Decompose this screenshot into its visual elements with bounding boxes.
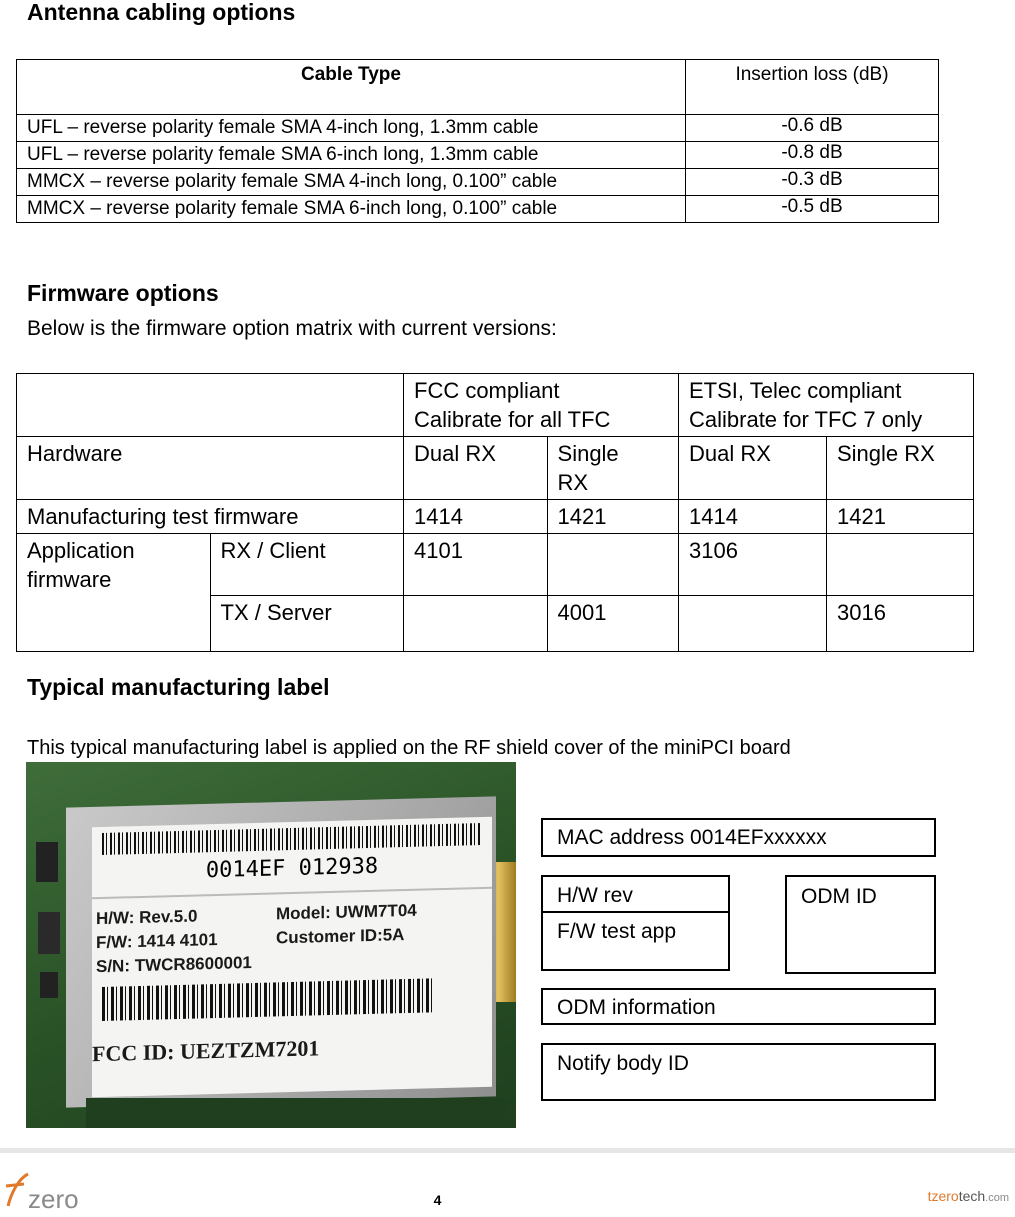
board-edge xyxy=(86,1098,506,1128)
fcc-header xyxy=(404,374,679,437)
table-row xyxy=(17,115,939,142)
mfg-value: 1414 xyxy=(679,500,827,534)
antenna-table xyxy=(16,59,939,223)
etsi-single-rx: Single RX xyxy=(827,437,974,500)
photo-model: Model: UWM7T04 xyxy=(276,900,417,924)
cable-cell: MMCX – reverse polarity female SMA 4-inch long, 0.100” cable xyxy=(17,169,686,196)
tx-server-label: TX / Server xyxy=(210,596,404,652)
rx-value: 3106 xyxy=(679,534,827,596)
etsi-header xyxy=(679,374,974,437)
barcode-text: 0014EF 012938 xyxy=(205,853,379,884)
blank-header-cell xyxy=(17,374,404,437)
loss-cell: -0.5 dB xyxy=(686,196,939,223)
photo-customer: Customer ID:5A xyxy=(276,925,405,948)
antenna-heading: Antenna cabling options xyxy=(27,0,296,25)
app-label-text: Application firmware xyxy=(27,538,135,592)
rx-value xyxy=(827,534,974,596)
cable-cell: UFL – reverse polarity female SMA 6-inch long, 1.3mm cable xyxy=(17,142,686,169)
website-link xyxy=(928,1188,1009,1204)
page-number: 4 xyxy=(433,1192,442,1208)
component xyxy=(38,912,60,954)
hardware-label: Hardware xyxy=(17,437,404,500)
odm-id-box: ODM ID xyxy=(785,875,936,974)
manufacturing-sticker xyxy=(92,817,492,1097)
table-row xyxy=(17,142,939,169)
photo-fcc: FCC ID: UEZTZM7201 xyxy=(92,1035,320,1067)
photo-fw: F/W: 1414 4101 xyxy=(96,929,218,953)
loss-cell: -0.8 dB xyxy=(686,142,939,169)
fcc-dual-rx: Dual RX xyxy=(404,437,548,500)
barcode-top xyxy=(102,823,482,855)
label-heading: Typical manufacturing label xyxy=(27,674,330,700)
footer-rule xyxy=(0,1148,1015,1153)
table-row xyxy=(17,196,939,223)
label-intro: This typical manufacturing label is applied on the RF shield cover of the miniPCI board xyxy=(27,737,791,759)
fw-test-field: F/W test app xyxy=(557,920,677,943)
firmware-table xyxy=(16,373,974,652)
firmware-intro: Below is the firmware option matrix with current versions: xyxy=(27,317,557,340)
barcode-bottom xyxy=(102,978,432,1021)
site-part-b: tech xyxy=(958,1188,986,1204)
photo-sn: S/N: TWCR8600001 xyxy=(96,953,252,977)
component xyxy=(40,972,58,998)
rx-value: 4101 xyxy=(404,534,548,596)
label-photo xyxy=(26,762,516,1128)
hw-rev-field: H/W rev xyxy=(543,877,728,913)
mfg-label: Manufacturing test firmware xyxy=(17,500,404,534)
mac-address-box: MAC address 0014EFxxxxxx xyxy=(541,818,936,857)
cable-cell: MMCX – reverse polarity female SMA 6-inch long, 0.100” cable xyxy=(17,196,686,223)
odm-info-box: ODM information xyxy=(541,988,936,1025)
site-part-c: .com xyxy=(985,1192,1009,1204)
fcc-single-rx-text: Single RX xyxy=(557,441,619,495)
sticker-divider xyxy=(92,887,492,899)
loss-cell: -0.3 dB xyxy=(686,169,939,196)
hw-fw-box xyxy=(541,875,730,971)
logo-wordmark: zero xyxy=(28,1184,79,1214)
etsi-dual-rx: Dual RX xyxy=(679,437,827,500)
notify-body-box: Notify body ID xyxy=(541,1043,936,1101)
fcc-single-rx xyxy=(547,437,678,500)
app-label xyxy=(17,534,211,652)
component xyxy=(36,842,58,882)
table-row xyxy=(17,500,974,534)
photo-hw: H/W: Rev.5.0 xyxy=(96,906,198,929)
fcc-line1: FCC compliant xyxy=(414,378,560,403)
mfg-value: 1414 xyxy=(404,500,548,534)
fcc-line2: Calibrate for all TFC xyxy=(414,407,611,432)
col-insertion-loss: Insertion loss (dB) xyxy=(686,60,939,115)
col-cable-type: Cable Type xyxy=(17,60,686,115)
site-part-a: tzero xyxy=(927,1188,959,1204)
etsi-line1: ETSI, Telec compliant xyxy=(689,378,902,403)
firmware-heading: Firmware options xyxy=(27,280,219,306)
cable-cell: UFL – reverse polarity female SMA 4-inch long, 1.3mm cable xyxy=(17,115,686,142)
etsi-line2: Calibrate for TFC 7 only xyxy=(689,407,923,432)
mfg-value: 1421 xyxy=(827,500,974,534)
mfg-value: 1421 xyxy=(547,500,678,534)
loss-cell: -0.6 dB xyxy=(686,115,939,142)
tx-value: 4001 xyxy=(547,596,678,652)
table-row xyxy=(17,169,939,196)
rx-client-label: RX / Client xyxy=(210,534,404,596)
table-row xyxy=(17,534,974,596)
rx-value xyxy=(547,534,678,596)
tx-value: 3016 xyxy=(827,596,974,652)
tx-value xyxy=(679,596,827,652)
tx-value xyxy=(404,596,548,652)
